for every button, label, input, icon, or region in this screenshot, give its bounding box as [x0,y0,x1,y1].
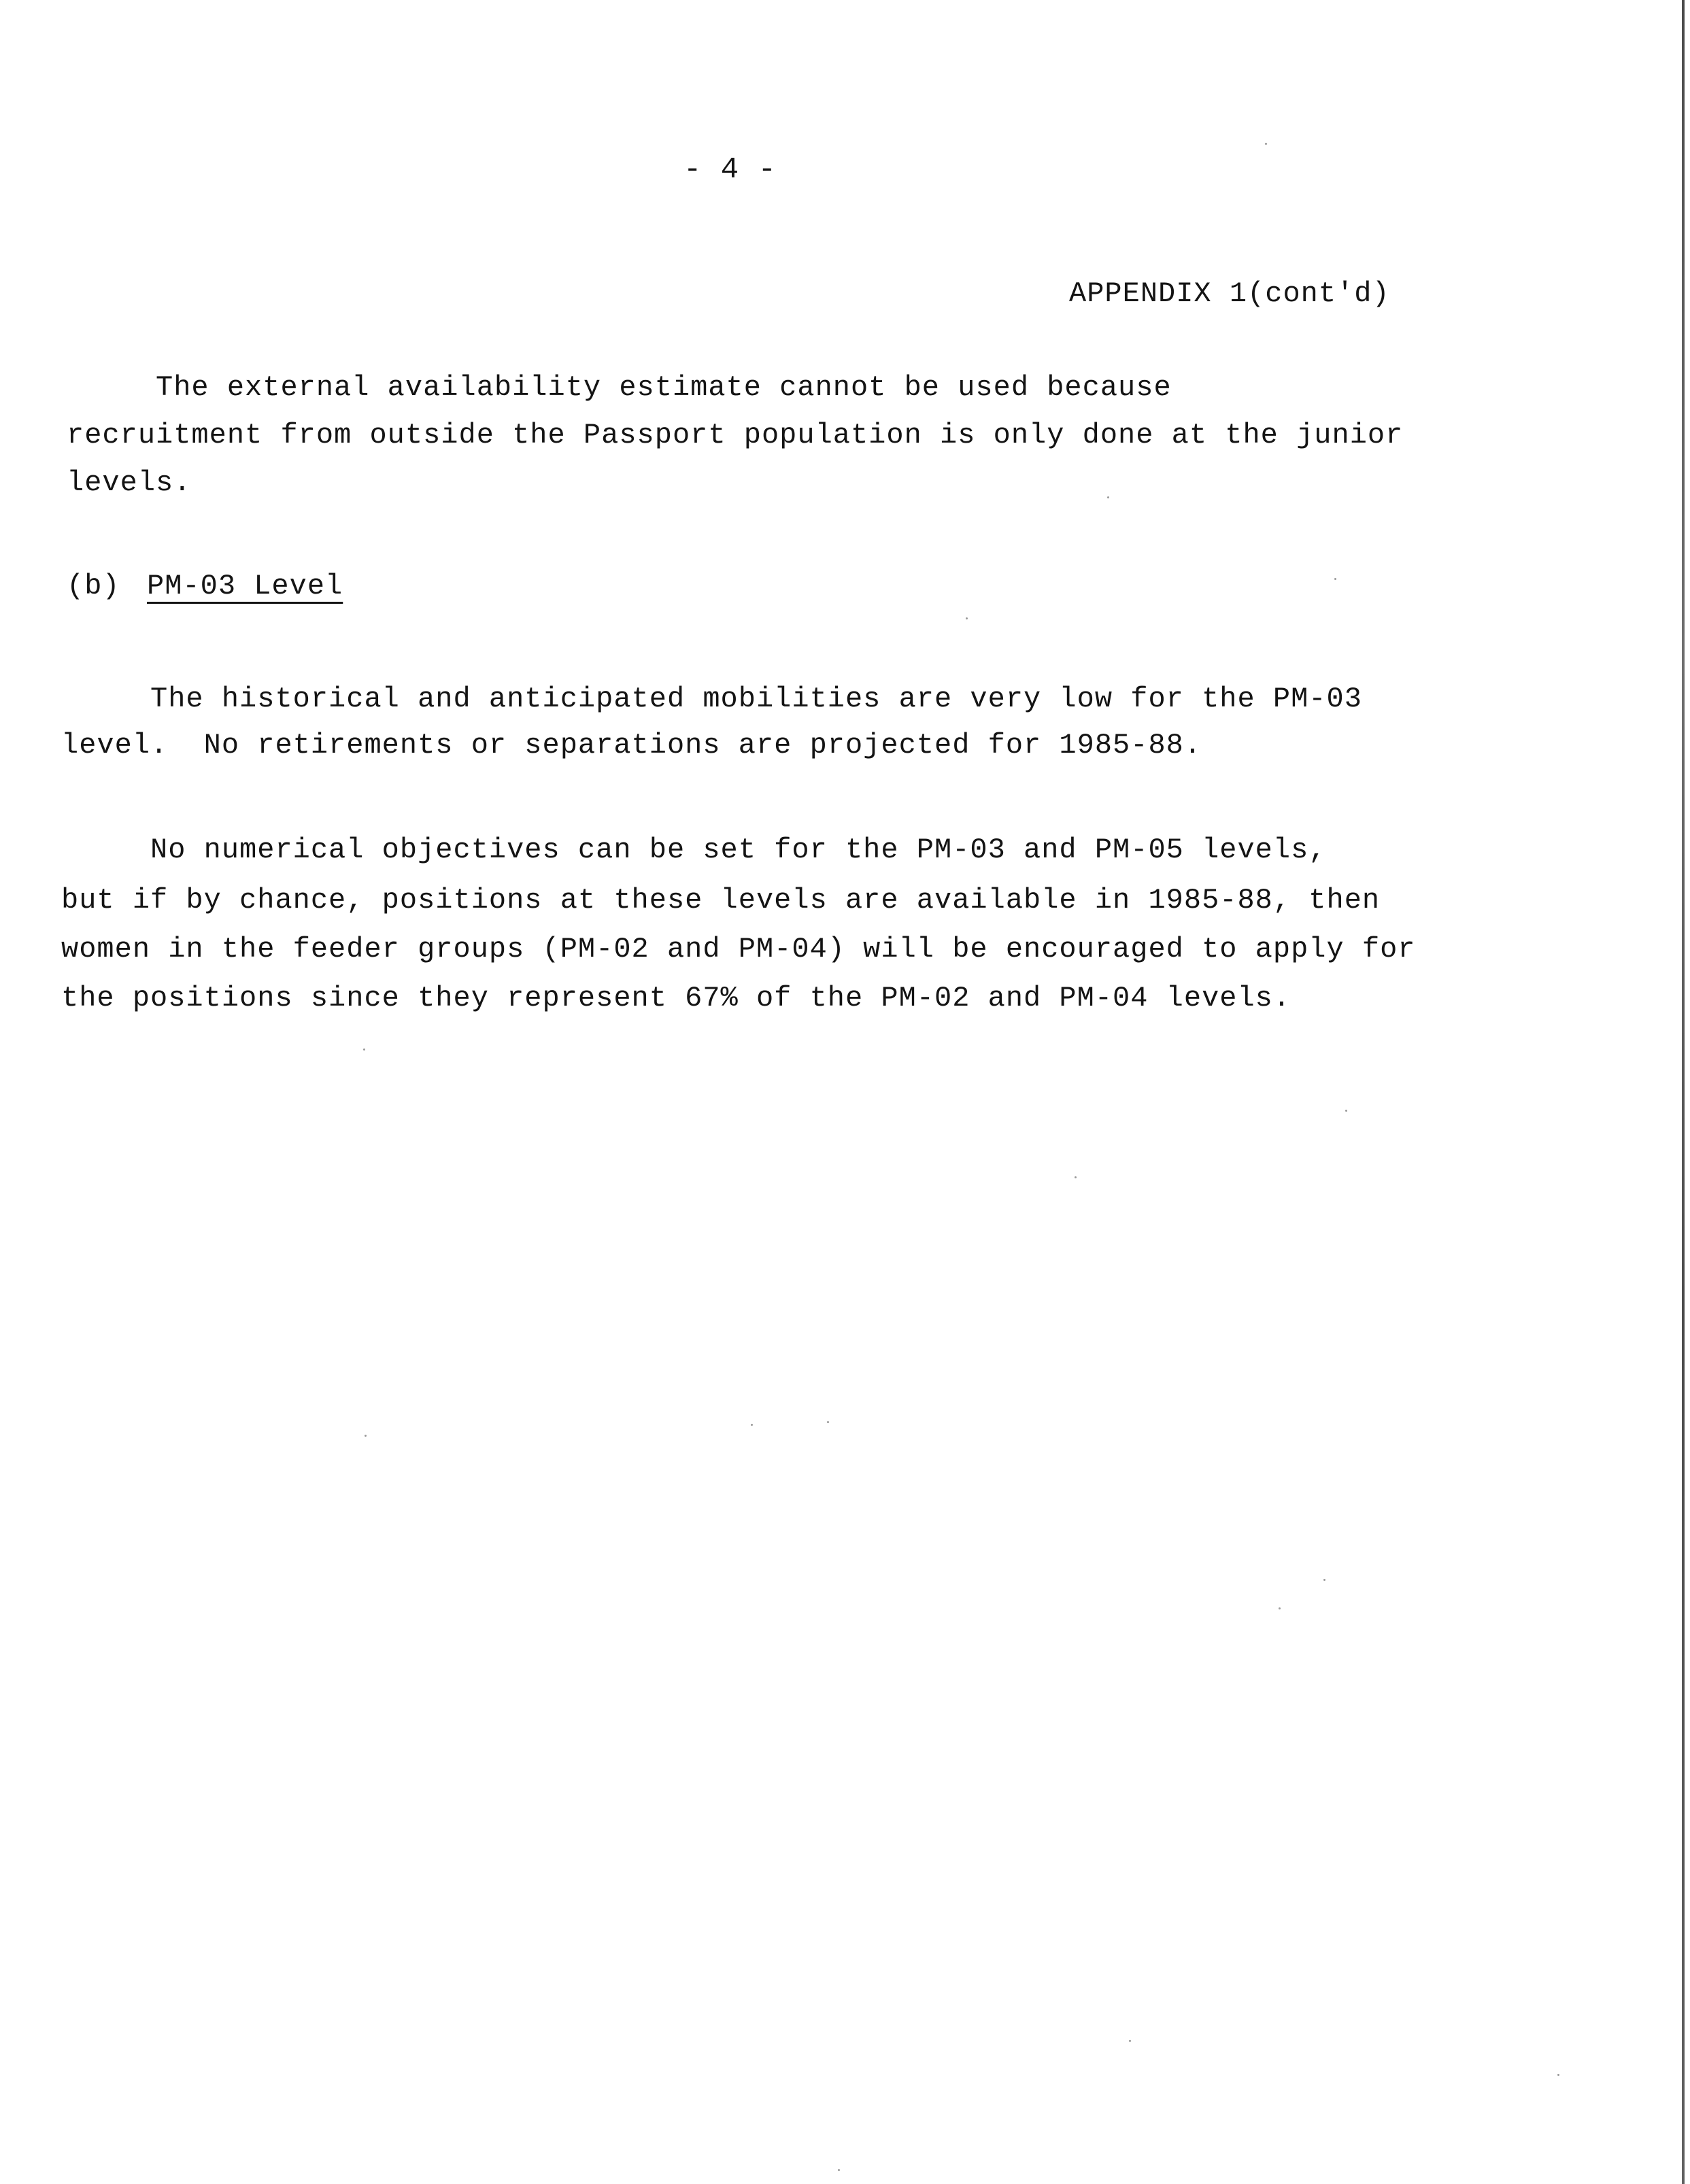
scan-speck [827,1421,829,1423]
appendix-label: APPENDIX 1(cont'd) [1069,277,1390,310]
scan-speck [363,1048,365,1051]
scan-speck [966,617,968,619]
section-b-title: PM-03 Level [147,570,343,602]
scan-speck [1129,2040,1131,2042]
paragraph-3-line-1: No numerical objectives can be set for the PM-03 and PM-05 levels, [61,834,1327,866]
scan-speck [838,2169,840,2171]
scan-speck [751,1424,753,1426]
paragraph-1-line-2: recruitment from outside the Passport population is only done at the junior [67,419,1404,451]
scan-speck [365,1435,367,1437]
paragraph-3-line-3: women in the feeder groups (PM-02 and PM-04) will be encouraged to apply for [61,933,1416,966]
paragraph-1-line-3: levels. [67,466,192,499]
paragraph-3-line-4: the positions since they represent 67% of the PM-02 and PM-04 levels. [61,982,1291,1014]
scan-speck [1279,1607,1281,1609]
scan-speck [1345,1110,1347,1112]
paragraph-2-line-2: level. No retirements or separations are projected for 1985-88. [61,729,1202,762]
paragraph-2-line-1: The historical and anticipated mobilities are very low for the PM-03 [61,683,1362,715]
page-number: - 4 - [683,153,777,187]
scan-speck [1107,496,1109,498]
scan-edge-shadow [1682,0,1685,2184]
scan-speck [1075,1176,1077,1178]
scan-speck [1323,1579,1325,1581]
paragraph-3-line-2: but if by chance, positions at these levels are available in 1985-88, then [61,884,1381,917]
scan-speck [1265,143,1267,145]
scan-speck [1557,2074,1559,2076]
paragraph-1-line-1: The external availability estimate cannot be used because [67,371,1172,404]
section-b-label: (b) [67,570,120,602]
scan-speck [1334,578,1336,580]
